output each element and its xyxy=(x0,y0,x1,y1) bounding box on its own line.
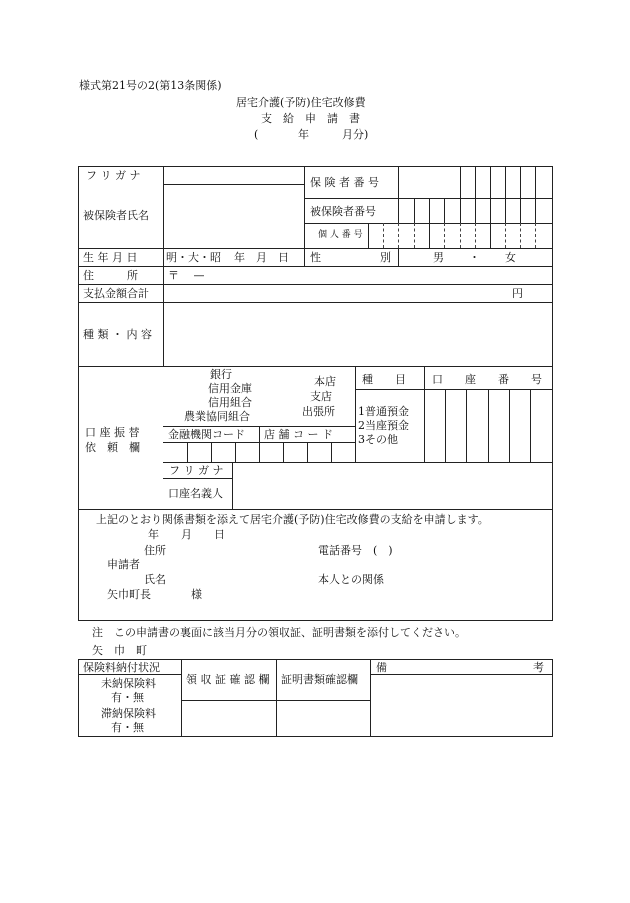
birth-ymd: 年 月 日 xyxy=(234,251,289,264)
insured-no-label: 被保険者番号 xyxy=(310,205,376,218)
birth-era: 明・大・昭 xyxy=(166,251,221,264)
form-subtitle: 支 給 申 請 書 xyxy=(261,112,360,125)
account-kind-3: 3その他 xyxy=(358,433,398,446)
birth-label: 生 年 月 日 xyxy=(83,251,138,264)
mayor-honorific: 様 xyxy=(191,588,202,601)
furigana-label: フ リ ガ ナ xyxy=(86,169,141,182)
date-day: 日 xyxy=(214,528,225,541)
period-year: 年 xyxy=(298,128,309,141)
mayor-label: 矢巾町長 xyxy=(107,588,151,601)
holder-furigana-label: フ リ ガ ナ xyxy=(169,464,224,477)
account-kind-2: 2当座預金 xyxy=(358,419,409,432)
period-month: 月分) xyxy=(342,128,369,141)
overdue-label: 滞納保険料 xyxy=(101,707,156,720)
overdue-yes-no: 有・無 xyxy=(111,721,144,734)
bank-type-shinkin: 信用金庫 xyxy=(208,382,252,395)
premium-status-label: 保険料納付状況 xyxy=(83,661,160,674)
payment-total-label: 支払金額合計 xyxy=(83,287,149,300)
date-year: 年 xyxy=(148,528,159,541)
branch-type-main: 本店 xyxy=(314,375,336,388)
remarks-label-1: 備 xyxy=(376,661,387,674)
kind-content-label: 種 類 ・ 内 容 xyxy=(83,328,152,341)
branch-code-label: 店 舗 コ ー ド xyxy=(264,428,333,441)
account-section-label-2: 依 頼 欄 xyxy=(85,441,140,454)
phone-label: 電話番号 ( ) xyxy=(318,544,393,557)
application-statement: 上記のとおり関係書類を添えて居宅介護(予防)住宅改修費の支給を申請します。 xyxy=(96,513,489,526)
form-number: 様式第21号の2(第13条関係) xyxy=(79,79,222,92)
receipt-check-label: 領 収 証 確 認 欄 xyxy=(186,673,270,686)
bank-type-bank: 銀行 xyxy=(210,368,232,381)
applicant-name-label: 氏名 xyxy=(144,573,166,586)
account-kind-label: 種 目 xyxy=(362,373,406,386)
account-number-label: 口 座 番 号 xyxy=(432,373,542,386)
account-section-label-1: 口 座 振 替 xyxy=(85,426,140,439)
address-label: 住 所 xyxy=(83,269,138,282)
sex-male: 男 xyxy=(433,251,444,264)
cert-check-label: 証明書類確認欄 xyxy=(281,673,358,686)
sex-female: 女 xyxy=(505,251,516,264)
bank-type-shinkumi: 信用組合 xyxy=(208,396,252,409)
insured-name-label: 被保険者氏名 xyxy=(83,209,149,222)
unpaid-label: 未納保険料 xyxy=(101,677,156,690)
branch-type-branch: 支店 xyxy=(310,390,332,403)
postal-mark: 〒 — xyxy=(168,269,205,282)
remarks-label-2: 考 xyxy=(533,661,544,674)
sex-label: 性 xyxy=(310,251,321,264)
yen-unit: 円 xyxy=(512,287,523,300)
date-month: 月 xyxy=(181,528,192,541)
holder-label: 口座名義人 xyxy=(168,487,223,500)
form-title: 居宅介護(予防)住宅改修費 xyxy=(236,96,366,109)
office-name: 矢 巾 町 xyxy=(92,644,147,657)
personal-no-label: 個 人 番 号 xyxy=(318,230,363,240)
period-open: ( xyxy=(254,128,259,141)
branch-type-office: 出張所 xyxy=(302,405,335,418)
bank-code-label: 金融機関コード xyxy=(168,428,245,441)
account-kind-1: 1普通預金 xyxy=(358,405,409,418)
applicant-label: 申請者 xyxy=(107,558,140,571)
sex-dot: ・ xyxy=(469,251,480,264)
unpaid-yes-no: 有・無 xyxy=(111,691,144,704)
bank-type-ja: 農業協同組合 xyxy=(184,410,250,423)
sex-unit: 別 xyxy=(380,251,391,264)
relation-label: 本人との関係 xyxy=(318,573,384,586)
insurer-no-label: 保 険 者 番 号 xyxy=(310,176,379,189)
note: 注 この申請書の裏面に該当月分の領収証、証明書類を添付してください。 xyxy=(92,626,466,639)
applicant-address-label: 住所 xyxy=(144,544,166,557)
